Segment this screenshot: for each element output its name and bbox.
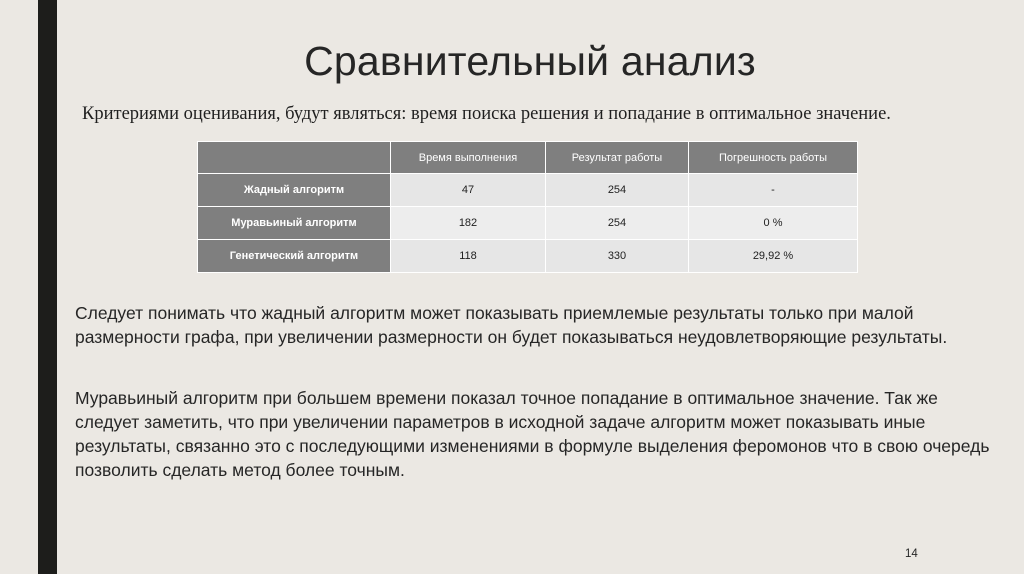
slide-title: Сравнительный анализ xyxy=(304,38,756,84)
results-table xyxy=(197,141,858,273)
column-header-time: Время выполнения xyxy=(391,142,546,174)
column-header-error: Погрешность работы xyxy=(689,142,858,174)
row-label-genetic: Генетический алгоритм xyxy=(198,240,391,273)
page-number: 14 xyxy=(905,548,918,560)
cell-result: 330 xyxy=(546,240,689,273)
paragraph-greedy: Следует понимать что жадный алгоритм может показывать приемлемые результаты только при малой размерности графа, при увеличении размерности он будет показываться неудовлетворяющие результаты. xyxy=(75,303,948,347)
paragraph-ant: Муравьиный алгоритм при большем времени показал точное попадание в оптимальное значение. Так же следует заметить, что при увеличении параметров в исходной задаче алгоритм может показывать иные результаты, связанно это с последующими изменениями в формуле выделения феромонов что в свою очередь позволить сделать метод более точным. xyxy=(75,388,990,480)
column-header-result: Результат работы xyxy=(546,142,689,174)
row-label-ant: Муравьиный алгоритм xyxy=(198,207,391,240)
cell-error: 0 % xyxy=(689,207,858,240)
cell-error: - xyxy=(689,174,858,207)
cell-time: 47 xyxy=(391,174,546,207)
cell-time: 182 xyxy=(391,207,546,240)
table-header-row xyxy=(198,142,858,174)
cell-result: 254 xyxy=(546,207,689,240)
accent-bar xyxy=(38,0,57,574)
row-label-greedy: Жадный алгоритм xyxy=(198,174,391,207)
table-row xyxy=(198,174,858,207)
cell-time: 118 xyxy=(391,240,546,273)
cell-error: 29,92 % xyxy=(689,240,858,273)
column-header-empty xyxy=(198,142,391,174)
table-row xyxy=(198,207,858,240)
cell-result: 254 xyxy=(546,174,689,207)
criteria-text: Критериями оценивания, будут являться: время поиска решения и попадание в оптимальное значение. xyxy=(82,104,891,124)
table-row xyxy=(198,240,858,273)
